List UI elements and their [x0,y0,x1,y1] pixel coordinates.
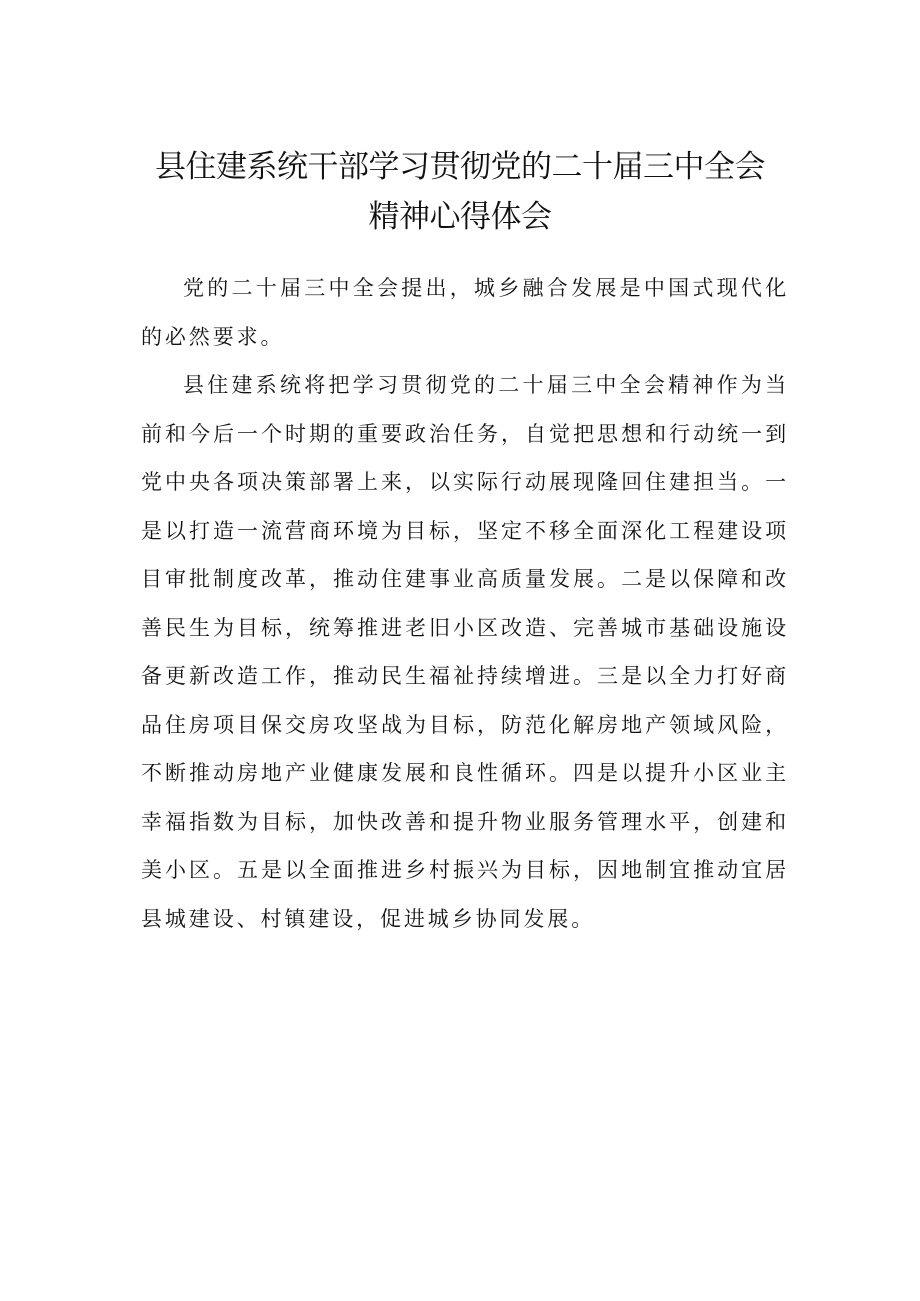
title-line-1: 县住建系统干部学习贯彻党的二十届三中全会 [155,149,765,185]
paragraph-1: 党的二十届三中全会提出，城乡融合发展是中国式现代化的必然要求。 [141,276,789,349]
paragraph-2: 县住建系统将把学习贯彻党的二十届三中全会精神作为当前和今后一个时期的重要政治任务，自觉把思想和行动统一到党中央各项决策部署上来，以实际行动展现隆回住建担当。一是以打造一流营商环境为目标，坚定不移全面深化工程建设项目审批制度改革，推动住建事业高质量发展。二是以保障和改善民生为目标，统筹推进老旧小区改造、完善城市基础设施设备更新改造工作，推动民生福祉持续增进。三是以全力打好商品住房项目保交房攻坚战为目标，防范化解房地产领域风险，不断推动房地产业健康发展和良性循环。四是以提升小区业主幸福指数为目标，加快改善和提升物业服务管理水平，创建和美小区。五是以全面推进乡村振兴为目标，因地制宜推动宜居县城建设、村镇建设，促进城乡协同发展。 [141,373,789,931]
document-body [141,264,789,943]
title-line-2: 精神心得体会 [368,199,552,235]
document-title [130,142,790,242]
